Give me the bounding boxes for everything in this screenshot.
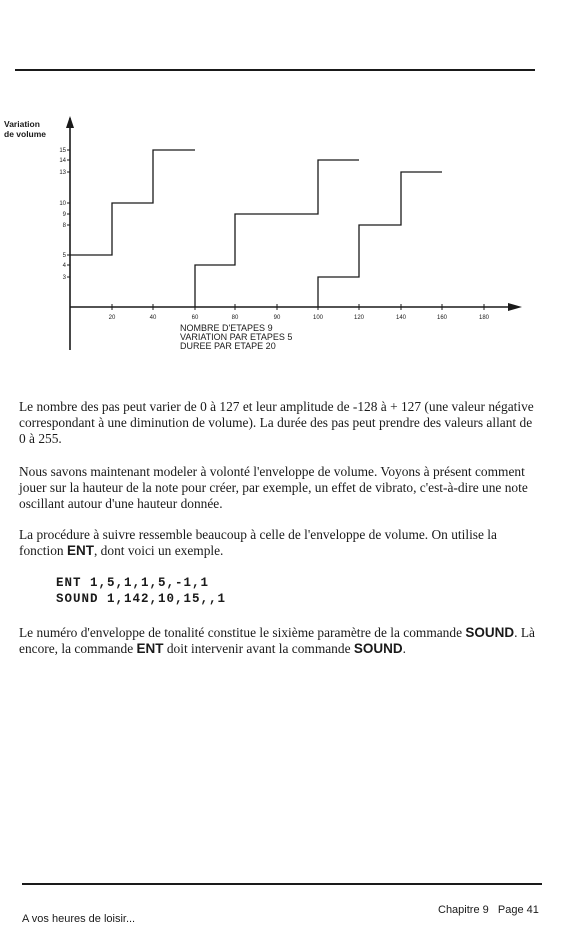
bottom-rule <box>22 883 542 885</box>
code-example <box>56 575 226 607</box>
x-tick-label-60: 60 <box>191 315 199 321</box>
y-tick-label-10: 10 <box>59 201 66 207</box>
y-tick-label-14: 14 <box>59 158 66 164</box>
annotation-line1: NOMBRE D'ETAPES 9 <box>180 323 273 333</box>
x-tick-label-140: 140 <box>395 315 407 321</box>
y-tick-label-9: 9 <box>62 212 66 218</box>
envelope-series-2 <box>195 160 359 307</box>
annotation-line2: VARIATION PAR ETAPES 5 <box>180 332 293 342</box>
paragraph-step-range: Le nombre des pas peut varier de 0 à 127 et leur amplitude de -128 à + 127 (une valeur négative correspondant à une diminution de volume). La durée des pas peut prendre des valeurs allant de 0 à 255. <box>19 399 534 446</box>
x-tick-label-160: 160 <box>436 315 448 321</box>
y-tick-label-15: 15 <box>59 148 66 154</box>
y-tick-label-13: 13 <box>59 170 66 176</box>
x-tick-label-20: 20 <box>108 315 116 321</box>
top-rule <box>15 69 535 71</box>
p4-text-c: . Là encore, la commande <box>19 625 535 656</box>
p3-text-a: La procédure à suivre ressemble beaucoup à celle de l'enveloppe de volume. On utilise la fonction <box>19 527 497 558</box>
y-axis-label-line2: de volume <box>4 129 47 139</box>
p4-keyword-sound-1: SOUND <box>465 625 515 640</box>
code-line-2: SOUND 1,142,10,15,,1 <box>56 592 227 606</box>
p4-keyword-sound-2: SOUND <box>353 641 403 656</box>
annotation-line3: DUREE PAR ETAPE 20 <box>180 341 276 351</box>
paragraph-tone-envelope <box>19 625 541 657</box>
x-tick-label-120: 120 <box>353 315 365 321</box>
x-tick-label-100: 100 <box>312 315 324 321</box>
y-axis-arrow <box>66 116 74 128</box>
paragraph-vibrato-intro: Nous savons maintenant modeler à volonté l'enveloppe de volume. Voyons à présent comment jouer sur la hauteur de la note pour créer, par exemple, un effet de vibrato, c'est-à-dire une note oscillant autour d'une hauteur donnée. <box>19 464 528 511</box>
p4-keyword-ent: ENT <box>136 641 164 656</box>
envelope-series-1 <box>70 150 195 255</box>
y-tick-label-3: 3 <box>62 275 66 281</box>
axis-ticks <box>59 148 489 321</box>
p4-text-g: . <box>402 641 406 656</box>
chart-series <box>70 150 442 307</box>
p4-text-e: doit intervenir avant la commande <box>163 641 354 656</box>
envelope-series-3 <box>318 172 442 307</box>
x-tick-label-180: 180 <box>478 315 490 321</box>
y-tick-label-5: 5 <box>62 253 66 259</box>
x-tick-label-40: 40 <box>149 315 157 321</box>
p3-keyword-ent: ENT <box>66 543 94 558</box>
x-tick-label-80: 80 <box>231 315 239 321</box>
y-axis-label-line1: Variation <box>4 119 40 129</box>
p3-text-c: , dont voici un exemple. <box>93 543 224 558</box>
code-line-1: ENT 1,5,1,1,5,-1,1 <box>56 576 210 590</box>
x-axis-arrow <box>508 303 522 311</box>
footer-book-title: A vos heures de loisir... <box>22 913 136 925</box>
y-tick-label-8: 8 <box>62 223 66 229</box>
footer-page-number: Chapitre 9 Page 41 <box>438 904 539 916</box>
paragraph-ent-function <box>19 527 541 559</box>
y-tick-label-4: 4 <box>62 263 66 269</box>
volume-envelope-chart <box>0 108 585 358</box>
p4-text-a: Le numéro d'enveloppe de tonalité constitue le sixième paramètre de la commande <box>19 625 466 640</box>
x-tick-label-90: 90 <box>273 315 281 321</box>
